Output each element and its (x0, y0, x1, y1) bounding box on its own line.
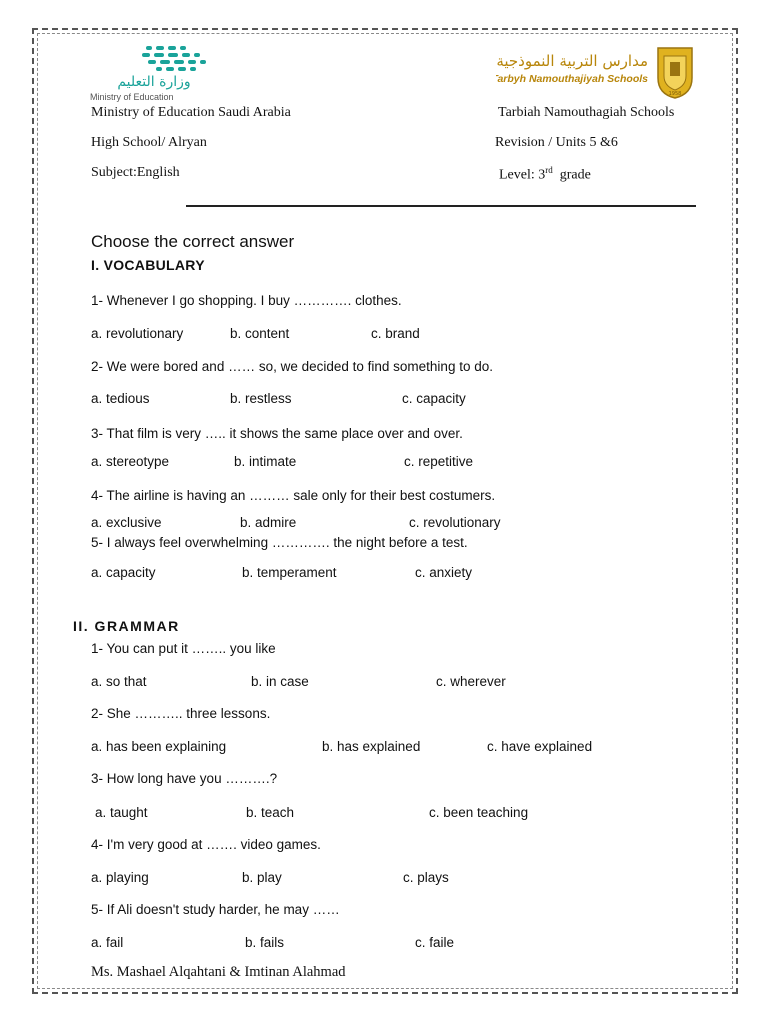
vocab-question-4: 4- The airline is having an ……… sale only for their best costumers. (91, 488, 496, 503)
vocab-option-3c[interactable]: c. repetitive (404, 454, 474, 469)
vocab-option-4c[interactable]: c. revolutionary (409, 515, 501, 530)
grammar-option-3b[interactable]: b. teach (246, 805, 295, 820)
instructions-title: Choose the correct answer (91, 232, 295, 251)
vocab-option-2c[interactable]: c. capacity (402, 391, 466, 406)
vocab-question-2: 2- We were bored and …… so, we decided to find something to do. (91, 359, 493, 374)
teachers-footer: Ms. Mashael Alqahtani & Imtinan Alahmad (91, 964, 346, 980)
school-crest-icon (658, 48, 692, 98)
vocab-question-3: 3- That film is very ….. it shows the same place over and over. (91, 426, 463, 441)
vocab-question-1: 1- Whenever I go shopping. I buy …………. clothes. (91, 293, 402, 308)
grammar-question-3: 3- How long have you ……….? (91, 771, 278, 786)
vocab-option-5a[interactable]: a. capacity (91, 565, 156, 580)
vocab-option-5b[interactable]: b. temperament (242, 565, 337, 580)
grammar-option-5c[interactable]: c. faile (415, 935, 455, 950)
vocab-option-3b[interactable]: b. intimate (234, 454, 297, 469)
school-logo (496, 44, 696, 100)
grammar-question-4: 4- I'm very good at ……. video games. (91, 837, 321, 852)
vocab-option-2a[interactable]: a. tedious (91, 391, 150, 406)
vocab-option-4b[interactable]: b. admire (240, 515, 297, 530)
vocab-question-5: 5- I always feel overwhelming …………. the night before a test. (91, 535, 468, 550)
ministry-logo-english: Ministry of Education (90, 92, 174, 102)
grade-level: Level: 3rd grade (499, 165, 591, 183)
vocab-option-5c[interactable]: c. anxiety (415, 565, 473, 580)
vocab-option-1a[interactable]: a. revolutionary (91, 326, 184, 341)
vocab-option-1c[interactable]: c. brand (371, 326, 420, 341)
grammar-option-5a[interactable]: a. fail (91, 935, 124, 950)
ministry-name: Ministry of Education Saudi Arabia (91, 105, 291, 120)
grammar-option-4b[interactable]: b. play (242, 870, 282, 885)
grammar-option-5b[interactable]: b. fails (245, 935, 285, 950)
revision-units: Revision / Units 5 &6 (495, 135, 618, 150)
vocab-option-3a[interactable]: a. stereotype (91, 454, 170, 469)
grammar-option-2a[interactable]: a. has been explaining (91, 739, 227, 754)
school-logo-arabic: مدارس التربية النموذجية (496, 52, 648, 70)
grammar-option-2c[interactable]: c. have explained (487, 739, 593, 754)
grammar-question-1: 1- You can put it …….. you like (91, 641, 276, 656)
vocab-option-2b[interactable]: b. restless (230, 391, 292, 406)
grammar-option-1c[interactable]: c. wherever (436, 674, 506, 689)
grammar-heading: II. GRAMMAR (73, 618, 180, 634)
grammar-option-2b[interactable]: b. has explained (322, 739, 421, 754)
grammar-option-1b[interactable]: b. in case (251, 674, 309, 689)
grammar-option-3a[interactable]: a. taught (95, 805, 148, 820)
ministry-of-education-logo (90, 44, 220, 104)
vocab-option-1b[interactable]: b. content (230, 326, 290, 341)
header-divider (186, 205, 696, 207)
school-logo-english: Tarbyh Namouthajiyah Schools (496, 73, 648, 85)
school-crest-year: 1958 (668, 91, 682, 97)
grammar-option-1a[interactable]: a. so that (91, 674, 147, 689)
vocabulary-heading: I. VOCABULARY (91, 257, 205, 273)
school-name: Tarbiah Namouthagiah Schools (498, 105, 675, 120)
grammar-option-3c[interactable]: c. been teaching (429, 805, 529, 820)
subject: Subject:English (91, 165, 180, 180)
grammar-question-5: 5- If Ali doesn't study harder, he may …… (91, 902, 340, 917)
ministry-logo-arabic: وزارة التعليم (117, 74, 191, 90)
grammar-question-2: 2- She ……….. three lessons. (91, 706, 271, 721)
school-branch: High School/ Alryan (91, 135, 207, 150)
vocab-option-4a[interactable]: a. exclusive (91, 515, 162, 530)
grammar-option-4a[interactable]: a. playing (91, 870, 149, 885)
grammar-option-4c[interactable]: c. plays (403, 870, 449, 885)
